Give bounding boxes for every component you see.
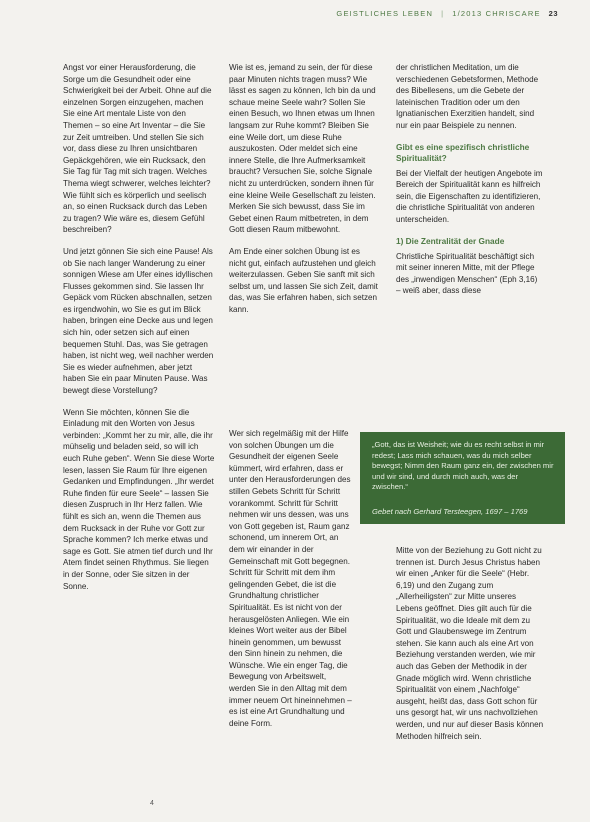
col2-paragraph-1: Wie ist es, jemand zu sein, der für diese paar Minuten nichts tragen muss? Wie lässt es sagen zu können, Ich bin da und schaue meine Seele wahr? Sollen Sie einen Besuch, wo Ihnen etwas um Ihnen langsam zur Ruhe kommt? Bleiben Sie eine Weile dort, um diese Ruhe auszukosten. Oder meldet sich eine innere Stelle, die Ihre Aufmerksamkeit braucht? Versuchen Sie, solche Signale nicht zu unterdrücken, sondern ihnen für eine kleine Weile Gesellschaft zu leisten. Merken Sie sich bewusst, dass Sie im Gebet einen Raum mitbetreten, in dem Gott diesen Raum mitbewohnt. [229, 63, 376, 235]
quote-text: „Gott, das ist Weisheit; wie du es recht selbst in mir redest; Lass mich schauen, was du mich selber bewegst; Nimm den Raum ganz ein, der zwischen mir und wir sind, und durch mich auch, was der zwischen.“ [372, 440, 554, 492]
issue-label: 1/2013 CHRISCARE [452, 9, 541, 18]
running-head [336, 9, 558, 18]
column-3-lower [396, 545, 544, 742]
quote-box [360, 432, 565, 524]
section-heading-spirituality: Gibt es eine spezifisch christliche Spiritualität? [396, 141, 530, 163]
section-title: GEISTLICHES LEBEN [336, 9, 434, 18]
col3-paragraph-4: Mitte von der Beziehung zu Gott nicht zu trennen ist. Durch Jesus Christus haben wir einen „Anker für die Seele“ (Hebr. 6,19) und den Zugang zum „Allerheiligsten“ zur Mitte unseres Lebens geöffnet. Dies gilt auch für die Spiritualität, wo die Ideale mit dem zu Gott und Glaubenswege im Zentrum stehen. Sie kann auch als eine Art von Beziehung verstanden werden, wie mir auch das Geben der Methodik in der Gnade möglich wird. Wenn christliche Spiritualität von einem „Nachfolge“ ausgeht, heißt das, dass Gott schon für uns gesorgt hat, wir uns nachvollziehen werden, und nur auf dieser Basis können Methoden hilfreich sein. [396, 546, 544, 741]
column-1 [63, 62, 215, 602]
col3-paragraph-2: Bei der Vielfalt der heutigen Angebote im Bereich der Spiritualität kann es hilfreich sein, die Eigenschaften zu identifizieren, die christliche Spiritualität von anderen unterscheiden. [396, 168, 543, 224]
col1-paragraph-1: Angst vor einer Herausforderung, die Sorge um die Gesundheit oder eine Schwierigkeit bei der Arbeit. Ohne auf die einzelnen Sorgen einzugehen, machen Sie eine Art mentale Liste von den Themen – so eine Art Inventar – die Sie zur Zeit umtreiben. Und stellen Sie sich vor, dass diese zu Ihren unsichtbaren Gepäckgehören, wie ein Rucksack, den Sie Tag für Tag mit sich tragen. Welches Thema wiegt schwerer, welches leichter? Wie fühlt sich es körperlich und seelisch an, so einen Rucksack durch das Leben zu tragen? Wie wäre es, diesem Gefühl beschreiben? [63, 63, 212, 235]
col2-paragraph-3: Wer sich regelmäßig mit der Hilfe von solchen Übungen um die Gesundheit der eigenen Seele kümmert, wird erfahren, dass er unter den Herausforderungen des stillen Gebets Schritt für Schritt vorankommt. Schritt für Schritt nehmen wir uns dessen, was uns von Gott gegeben ist, Raum ganz schonend, um innerem Ort, an dem wir einander in der Gemeinschaft mit Gott begegnen. Schritt für Schritt mit dem ihm gelingenden Gebet, die ist die Grundhaltung christlicher Spiritualität. Es ist nicht von der herausgelösten Anliegen. Wie ein kleines Wort weiter aus der Bibel hinein genommen, um bewusst den Sinn hinein zu nehmen, die Wünsche. Wie ein enger Tag, die Bewegung von Arbeitswelt, werden Sie in den Alltag mit dem immer neuem Ort hineinnehmen – es ist eine Art Grundhaltung und deine Form. [229, 429, 352, 728]
col3-paragraph-3: Christliche Spiritualität beschäftigt sich mit seiner inneren Mitte, mit der Pflege des „inwendigen Menschen“ (Eph 3,16) – weiß aber, dass diese [396, 251, 538, 296]
quote-source: Gebet nach Gerhard Tersteegen, 1697 – 1769 [372, 506, 528, 516]
col1-paragraph-2: Und jetzt gönnen Sie sich eine Pause! Als ob Sie nach langer Wanderung zu einer sonnigen Wiese am Ufer eines idyllischen Flusses gekommen sind. Sie lassen Ihr Gepäck vom Rücken abschnallen, setzen es irgendwohin, wo Sie es gut im Blick haben, bringen eine Decke aus und legen sich hin, oder setzen sich auf einen bequemen Stuhl. Das, was Sie getragen haben, ist nicht weg, weil nachher werden Sie es wieder aufnehmen, aber jetzt haben Sie ein paar Minuten Pause. Was bewegt diese Vorstellung? [63, 246, 214, 396]
col1-paragraph-3: Wenn Sie möchten, können Sie die Einladung mit den Worten von Jesus verbinden: „Kommt her zu mir, alle, die ihr mühselig und beladen seid, so will ich euch Ruhe geben“. Wenn Sie diese Worte lesen, lassen Sie Raum für Ihre eigenen Gedanken und Empfindungen. „Ihr werdet Ruhe finden für eure Seele“ – lassen Sie diesen Zuspruch in Ihr Herz fallen. Wie fühlt es sich an, wenn die Themen aus dem Rucksack in der Ruhe vor Gott zur Sprache kommen? Ich merke etwas und sage es Gott. Sie atmen tief durch und Ihr Atem findet seinen Rhythmus. Sie liegen in der Sonne, oder Sie sitzen in der Sonne. [63, 407, 215, 591]
header-separator: | [441, 9, 445, 18]
col2-paragraph-2: Am Ende einer solchen Übung ist es nicht gut, einfach aufzustehen und gleich weiterzulassen. Geben Sie sanft mit sich selbst um, und lassen Sie sich Zeit, damit das, was Sie erfahren haben, sich setzen kann. [229, 246, 378, 314]
page-number: 23 [548, 9, 558, 18]
column-2-lower [229, 428, 353, 729]
col3-paragraph-1: der christlichen Meditation, um die verschiedenen Gebetsformen, Methode des Bibellesens, um die Gebete der lateinischen Tradition oder um den Ignatianischen Exerzitien handelt, sind nur ein paar Beispiele zu nennen. [396, 63, 539, 130]
column-2 [229, 62, 379, 325]
column-3 [396, 62, 544, 307]
section-heading-grace: 1) Die Zentralität der Gnade [396, 235, 505, 246]
folio-mark: 4 [150, 800, 154, 807]
